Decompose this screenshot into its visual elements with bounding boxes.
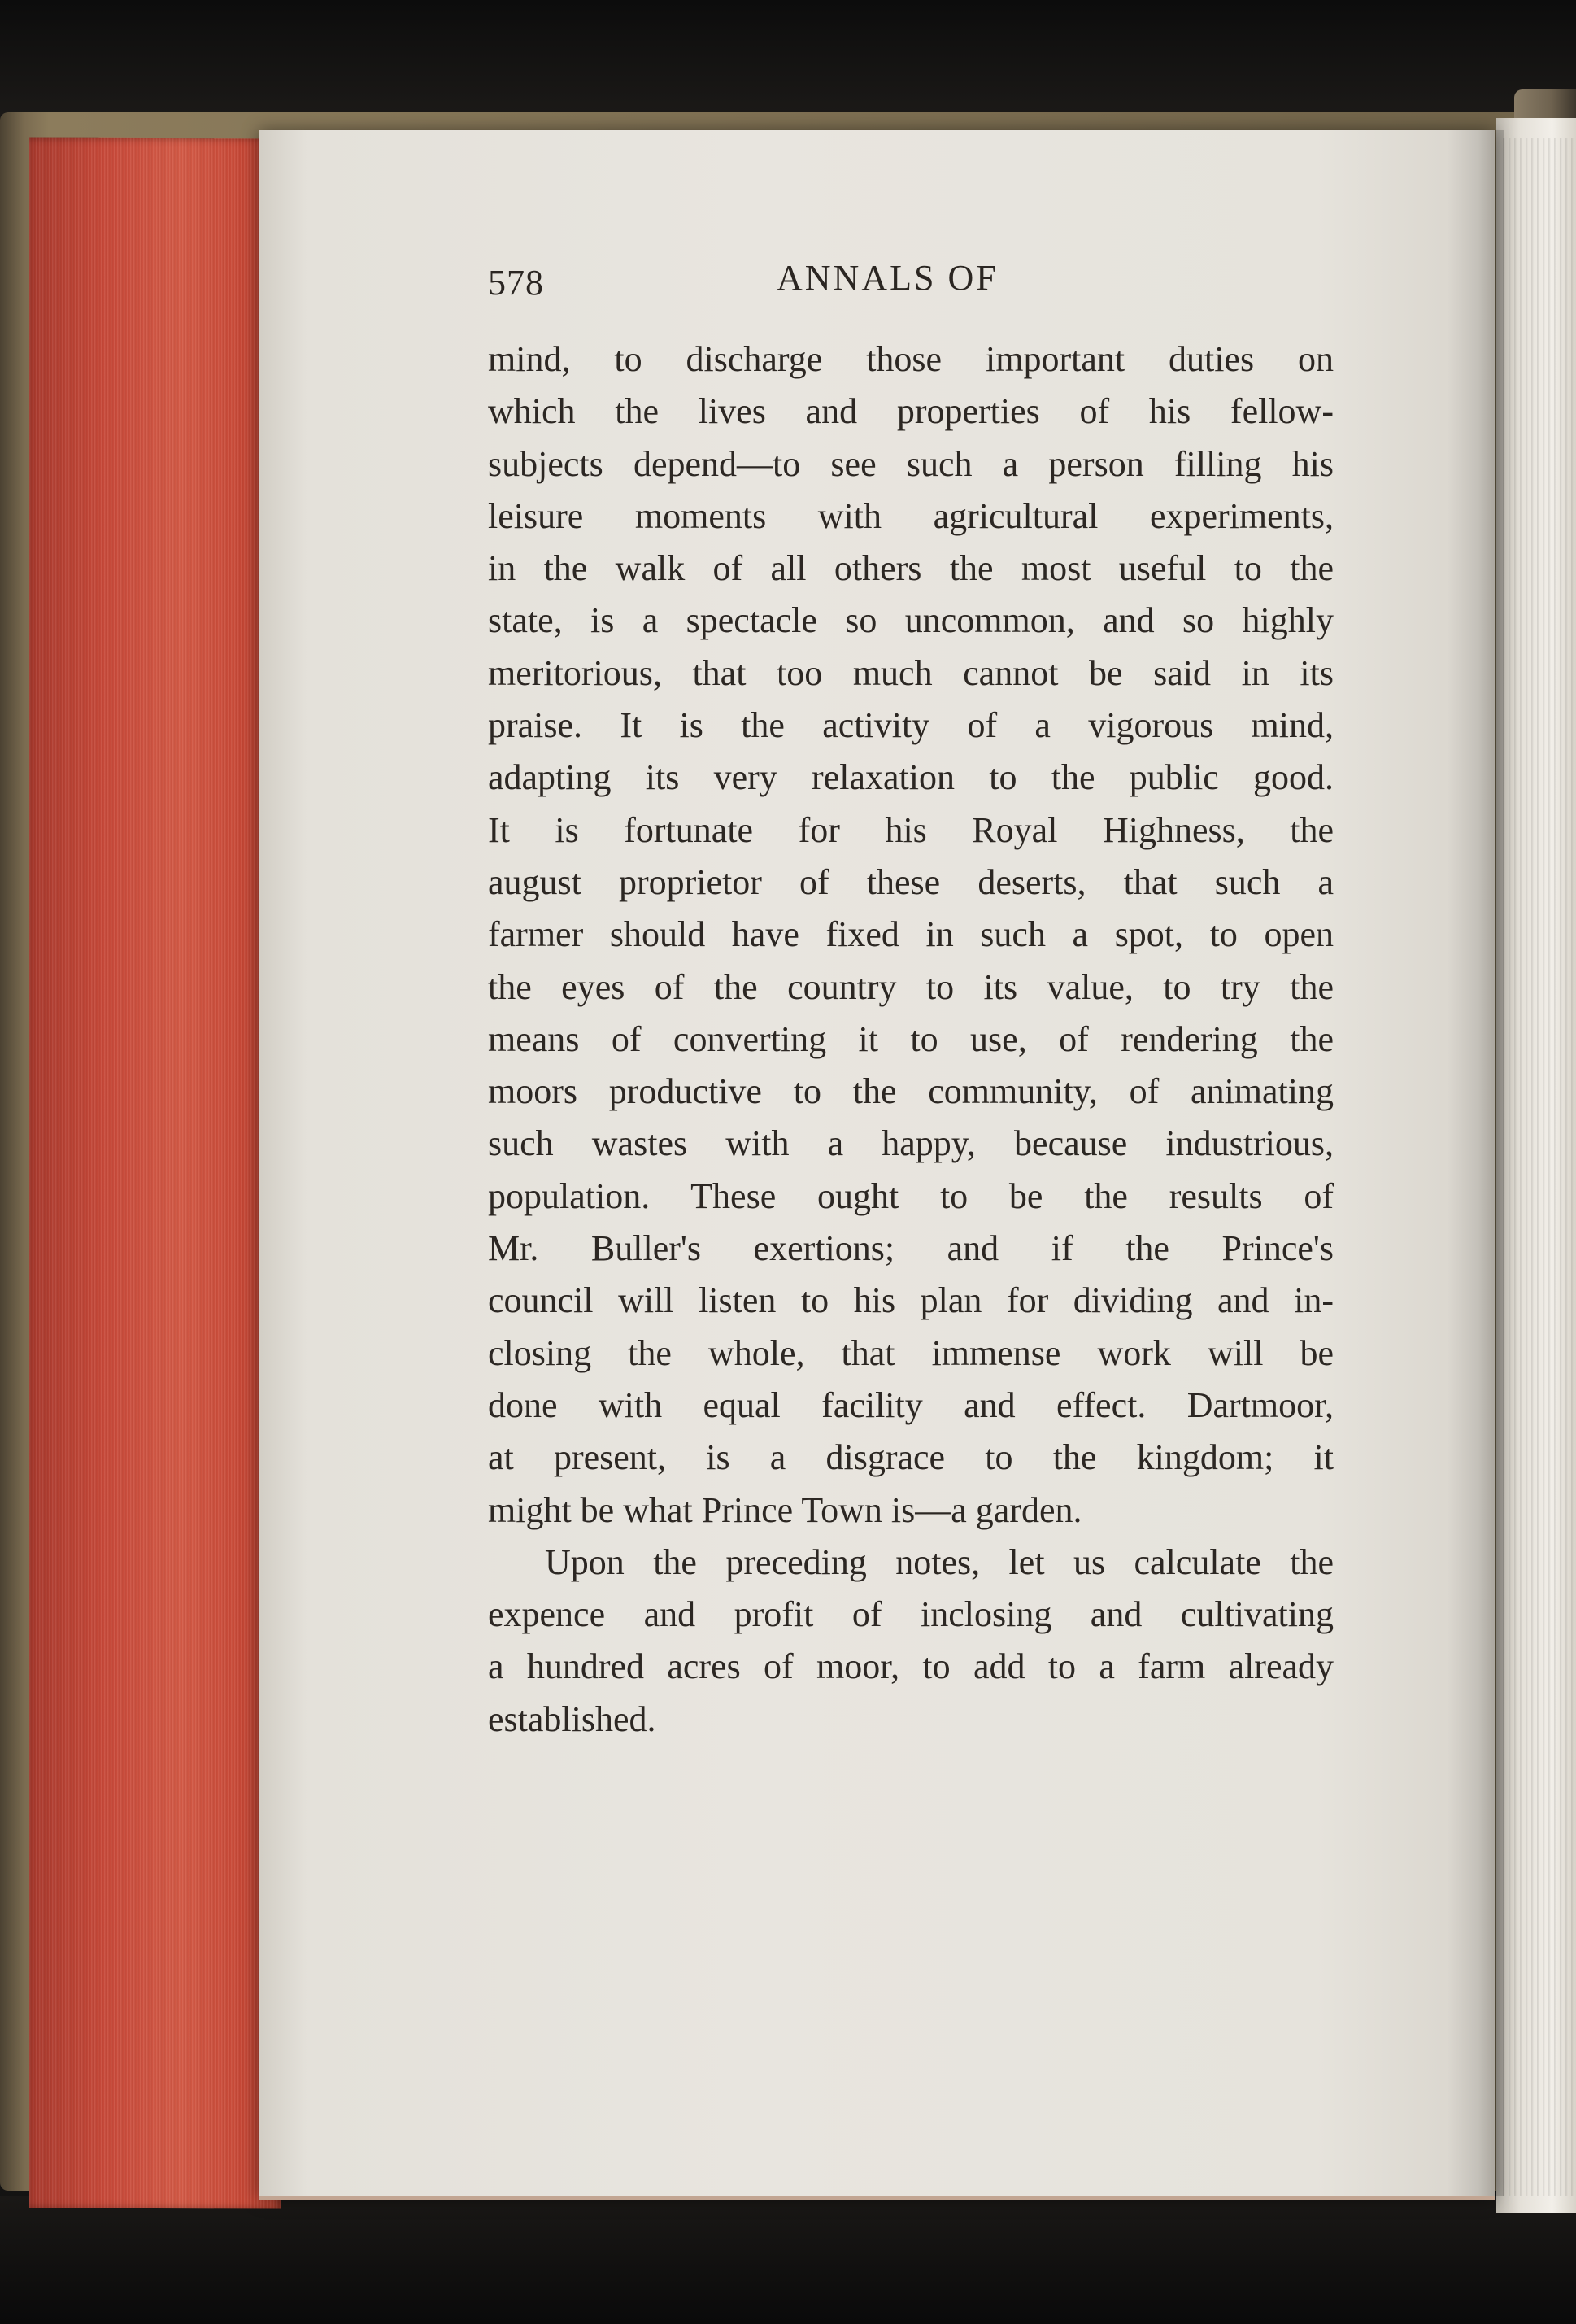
text-line: moors productive to the community, of animating (488, 1071, 1334, 1112)
text-line: meritorious, that too much cannot be said in its (488, 652, 1334, 693)
text-line: Upon the preceding notes, let us calculate the (545, 1541, 1334, 1582)
text-line: in the walk of all others the most useful to the (488, 548, 1334, 589)
text-line: farmer should have fixed in such a spot, to open (488, 914, 1334, 955)
text-line: praise. It is the activity of a vigorous mind, (488, 705, 1334, 746)
text-line: august proprietor of these deserts, that such a (488, 861, 1334, 902)
red-page-edges (29, 137, 281, 2208)
text-line: such wastes with a happy, because industrious, (488, 1123, 1334, 1164)
text-line: state, is a spectacle so uncommon, and so highly (488, 600, 1334, 641)
text-line: Mr. Buller's exertions; and if the Prince's (488, 1228, 1334, 1269)
text-line: leisure moments with agricultural experiments, (488, 495, 1334, 536)
text-line: which the lives and properties of his fellow- (488, 391, 1334, 432)
text-line: might be what Prince Town is—a garden. (488, 1489, 1082, 1530)
page-number: 578 (488, 263, 544, 303)
text-line: a hundred acres of moor, to add to a farm already (488, 1646, 1334, 1687)
text-line: council will listen to his plan for dividing and in- (488, 1280, 1334, 1321)
facing-page-leaves (1503, 138, 1576, 2196)
text-line: subjects depend—to see such a person filling his (488, 443, 1334, 484)
text-line: closing the whole, that immense work will be (488, 1332, 1334, 1373)
text-line: adapting its very relaxation to the public good. (488, 757, 1334, 798)
text-line: the eyes of the country to its value, to try the (488, 966, 1334, 1007)
text-line: It is fortunate for his Royal Highness, the (488, 809, 1334, 850)
text-line: established. (488, 1698, 656, 1739)
running-title: ANNALS OF (777, 258, 999, 298)
photo-backdrop-bottom (0, 2196, 1576, 2324)
text-line: expence and profit of inclosing and cultivating (488, 1594, 1334, 1635)
gutter-shadow (1448, 130, 1504, 2196)
text-line: means of converting it to use, of rendering the (488, 1018, 1334, 1059)
text-line: population. These ought to be the results of (488, 1175, 1334, 1216)
text-line: done with equal facility and effect. Dartmoor, (488, 1384, 1334, 1425)
text-line: at present, is a disgrace to the kingdom; it (488, 1437, 1334, 1478)
body-text (488, 334, 1334, 1746)
photo-backdrop-top (0, 0, 1576, 122)
running-head (488, 254, 1334, 311)
text-line: mind, to discharge those important duties on (488, 339, 1334, 379)
